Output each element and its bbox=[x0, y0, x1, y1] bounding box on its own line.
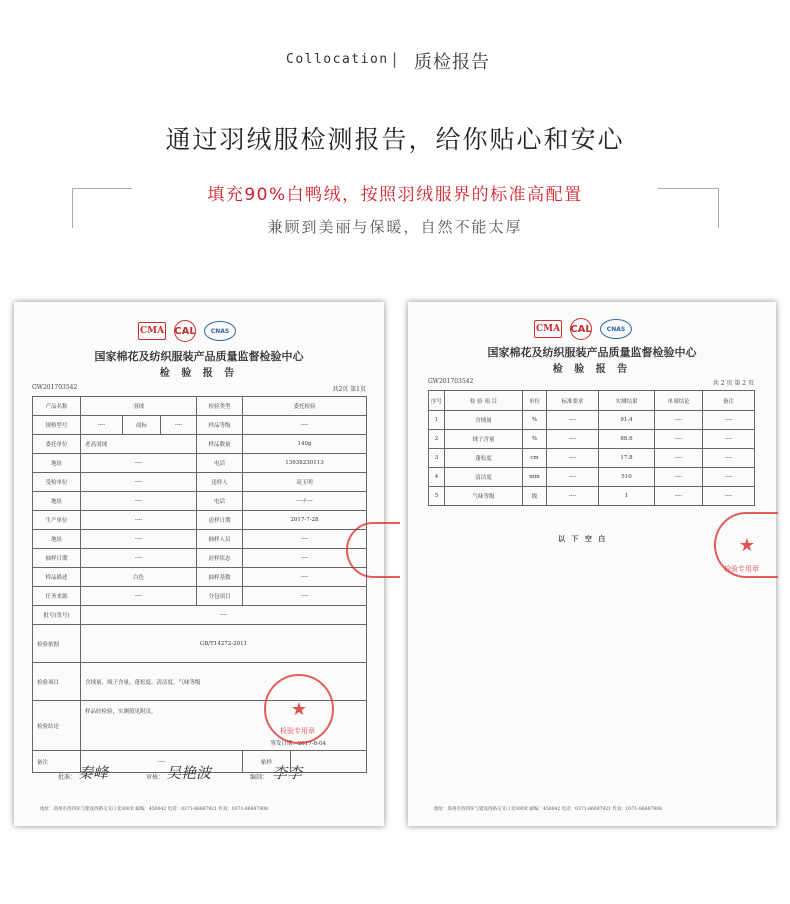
compile-label: 编制： bbox=[250, 774, 269, 781]
cell-value: 委托检验 bbox=[243, 397, 367, 416]
cell: 91.4 bbox=[599, 411, 655, 430]
cell-label: 样品数量 bbox=[197, 435, 243, 454]
cell-label: 抽样人员 bbox=[197, 530, 243, 549]
cell: 清洁度 bbox=[445, 468, 523, 487]
cell: ---- bbox=[547, 430, 599, 449]
org-name: 国家棉花及纺织服装产品质量监督检验中心 bbox=[94, 350, 304, 363]
cnas-logo-icon: CNAS bbox=[204, 321, 236, 341]
footer-address: 地址：郑州市西四环与建设西路交叉口北300米 邮编：450042 电话：0371-86687921 传真：0371-86687908 bbox=[40, 807, 268, 812]
table-row bbox=[33, 568, 367, 587]
header-cell: 单项结论 bbox=[655, 391, 703, 411]
footer-address: 地址：郑州市西四环与建设西路交叉口北300米 邮编：450042 电话：0371-86687921 传真：0371-86687908 bbox=[434, 807, 662, 812]
cell-label: 委托单位 bbox=[33, 435, 81, 454]
cma-logo-icon: CMA bbox=[534, 320, 562, 338]
cell-label: 产品名称 bbox=[33, 397, 81, 416]
report-title: 检 验 报 告 bbox=[552, 364, 632, 375]
cell-value: ---- bbox=[81, 492, 197, 511]
cal-logo-icon: CAL bbox=[174, 320, 196, 342]
cell: mm bbox=[523, 468, 547, 487]
table-row bbox=[429, 487, 755, 506]
cell: ---- bbox=[655, 449, 703, 468]
cell-value: ----/---- bbox=[243, 492, 367, 511]
table-row bbox=[33, 530, 367, 549]
star-icon: ★ bbox=[738, 534, 756, 556]
cell-label: 地址 bbox=[33, 530, 81, 549]
page-indicator: 共 2 页 第 2 页 bbox=[712, 380, 754, 387]
cell: ---- bbox=[703, 411, 755, 430]
cell-label: 电话 bbox=[197, 492, 243, 511]
headline: 通过羽绒服检测报告，给你贴心和安心 bbox=[165, 125, 625, 154]
header-separator: | bbox=[392, 50, 398, 68]
cell-label: 检验依据 bbox=[33, 625, 81, 663]
cell: ---- bbox=[703, 468, 755, 487]
cell-label: 检验项目 bbox=[33, 663, 81, 701]
blank-notice: 以 下 空 白 bbox=[558, 534, 608, 543]
header-cell: 检 验 项 目 bbox=[445, 391, 523, 411]
approve-label: 批准： bbox=[58, 774, 77, 781]
cell-label: 贴样 bbox=[243, 751, 291, 773]
header-cell: 备注 bbox=[703, 391, 755, 411]
cell: 510 bbox=[599, 468, 655, 487]
cell-value: ---- bbox=[243, 416, 367, 435]
review-label: 审核： bbox=[146, 774, 165, 781]
cell-value: ---- bbox=[243, 549, 367, 568]
cell-label: 地址 bbox=[33, 492, 81, 511]
report-page-1 bbox=[14, 302, 384, 826]
header-cell: 标准要求 bbox=[547, 391, 599, 411]
cell-label: 商标 bbox=[123, 416, 161, 435]
cell-value: ---- bbox=[81, 606, 367, 625]
cell-label: 批号(货号) bbox=[33, 606, 81, 625]
cell-value: 140g bbox=[243, 435, 367, 454]
cell-label: 送样人 bbox=[197, 473, 243, 492]
cell-value: GB/T14272-2011 bbox=[81, 625, 367, 663]
header-cell: 实测结果 bbox=[599, 391, 655, 411]
seam-stamp bbox=[346, 522, 400, 578]
cell: ---- bbox=[655, 411, 703, 430]
cell: ---- bbox=[703, 449, 755, 468]
cell-label: 电话 bbox=[197, 454, 243, 473]
cell-value: ---- bbox=[243, 587, 367, 606]
cell: cm bbox=[523, 449, 547, 468]
table-row bbox=[33, 435, 367, 454]
cell: 2 bbox=[429, 430, 445, 449]
cell-value: ---- bbox=[81, 416, 123, 435]
cert-logos bbox=[534, 318, 632, 340]
table-row bbox=[33, 454, 367, 473]
cma-logo-icon: CMA bbox=[138, 322, 166, 340]
cell-value: 含绒量、绒子含量、蓬松度、清洁度、气味等级 bbox=[81, 663, 367, 701]
cell-value: ---- bbox=[81, 530, 197, 549]
header-chinese-title: 质检报告 bbox=[414, 52, 490, 73]
cell-value: ---- bbox=[81, 473, 197, 492]
table-row bbox=[429, 430, 755, 449]
stamp-text: 检验专用章 bbox=[724, 565, 759, 573]
cell: ---- bbox=[655, 487, 703, 506]
table-row bbox=[429, 449, 755, 468]
approve-signature: 秦峰 bbox=[78, 764, 109, 782]
cell-value: ---- bbox=[161, 416, 197, 435]
table-row bbox=[33, 606, 367, 625]
star-icon: ★ bbox=[290, 698, 308, 720]
results-table bbox=[428, 390, 755, 506]
cell: ---- bbox=[547, 468, 599, 487]
page-indicator: 共2页 第1页 bbox=[332, 386, 366, 393]
cell: ---- bbox=[547, 411, 599, 430]
cell-label: 送样日期 bbox=[197, 511, 243, 530]
cell-value: 13938230113 bbox=[243, 454, 367, 473]
review-signature: 吴艳波 bbox=[166, 764, 212, 782]
cell-label: 抽样日期 bbox=[33, 549, 81, 568]
cell-value: ---- bbox=[81, 587, 197, 606]
subline-red: 填充90%白鸭绒，按照羽绒服界的标准高配置 bbox=[207, 185, 583, 205]
cell: ---- bbox=[703, 487, 755, 506]
header-cell: 序号 bbox=[429, 391, 445, 411]
cell-label: 抽样基数 bbox=[197, 568, 243, 587]
cell: % bbox=[523, 430, 547, 449]
cell: 含绒量 bbox=[445, 411, 523, 430]
cell: ---- bbox=[703, 430, 755, 449]
cell: 3 bbox=[429, 449, 445, 468]
cell-value: ---- bbox=[81, 549, 197, 568]
cell-label: 生产单位 bbox=[33, 511, 81, 530]
table-row bbox=[33, 549, 367, 568]
cell-label: 样品等级 bbox=[197, 416, 243, 435]
cell-label: 任务来源 bbox=[33, 587, 81, 606]
cnas-logo-icon: CNAS bbox=[600, 319, 632, 339]
cell: % bbox=[523, 411, 547, 430]
header-cell: 单位 bbox=[523, 391, 547, 411]
cell-label: 样品描述 bbox=[33, 568, 81, 587]
table-row bbox=[33, 397, 367, 416]
cal-logo-icon: CAL bbox=[570, 318, 592, 340]
cell-label: 封样状态 bbox=[197, 549, 243, 568]
table-row bbox=[429, 411, 755, 430]
cell-value: ---- bbox=[81, 511, 197, 530]
report-number: GW201703542 bbox=[32, 384, 78, 391]
cell-value: 老高羽绒 bbox=[81, 435, 197, 454]
header-english-title: Collocation bbox=[286, 52, 389, 67]
cell: 级 bbox=[523, 487, 547, 506]
org-name: 国家棉花及纺织服装产品质量监督检验中心 bbox=[487, 346, 697, 359]
cell-value: ---- bbox=[243, 530, 367, 549]
table-row bbox=[33, 473, 367, 492]
cell-value: ---- bbox=[81, 454, 197, 473]
cell: 5 bbox=[429, 487, 445, 506]
cell-label: 分包项目 bbox=[197, 587, 243, 606]
table-row bbox=[33, 511, 367, 530]
table-row bbox=[429, 468, 755, 487]
cell-value: 高玉明 bbox=[243, 473, 367, 492]
table-row bbox=[33, 625, 367, 663]
cell-value: 白色 bbox=[81, 568, 197, 587]
cell-label: 规格型号 bbox=[33, 416, 81, 435]
cell-label: 检验结论 bbox=[33, 701, 81, 751]
cell: 88.6 bbox=[599, 430, 655, 449]
table-header-row bbox=[429, 391, 755, 411]
table-row bbox=[33, 587, 367, 606]
cell-value: 羽绒 bbox=[81, 397, 197, 416]
cell: 绒子含量 bbox=[445, 430, 523, 449]
conclusion-text: 样品经检验，实测值见附页。 bbox=[85, 709, 157, 715]
cell: 17.8 bbox=[599, 449, 655, 468]
cell-value: 2017-7-28 bbox=[243, 511, 367, 530]
cell-label: 受检单位 bbox=[33, 473, 81, 492]
cell: 1 bbox=[429, 411, 445, 430]
cell: 气味等级 bbox=[445, 487, 523, 506]
cell: 蓬松度 bbox=[445, 449, 523, 468]
cert-logos bbox=[138, 320, 236, 342]
cell: 4 bbox=[429, 468, 445, 487]
cell: ---- bbox=[655, 430, 703, 449]
cell: ---- bbox=[547, 449, 599, 468]
subline-gray: 兼顾到美丽与保暖，自然不能太厚 bbox=[267, 218, 523, 236]
report-page-2 bbox=[408, 302, 776, 826]
stamp-text: 检验专用章 bbox=[280, 727, 315, 735]
report-number: GW201703542 bbox=[428, 378, 474, 385]
report-title: 检 验 报 告 bbox=[159, 368, 239, 379]
cell-value: ---- bbox=[81, 751, 243, 773]
cell: 1 bbox=[599, 487, 655, 506]
cell: ---- bbox=[655, 468, 703, 487]
compile-signature: 李李 bbox=[272, 764, 303, 782]
table-row bbox=[33, 416, 367, 435]
cell-value: ---- bbox=[243, 568, 367, 587]
issue-date: 签发日期：2017-8-04 bbox=[270, 741, 327, 747]
cell-label: 检验类型 bbox=[197, 397, 243, 416]
table-row bbox=[33, 492, 367, 511]
cell-label: 备注 bbox=[33, 751, 81, 773]
cell: ---- bbox=[547, 487, 599, 506]
cell-label: 地址 bbox=[33, 454, 81, 473]
